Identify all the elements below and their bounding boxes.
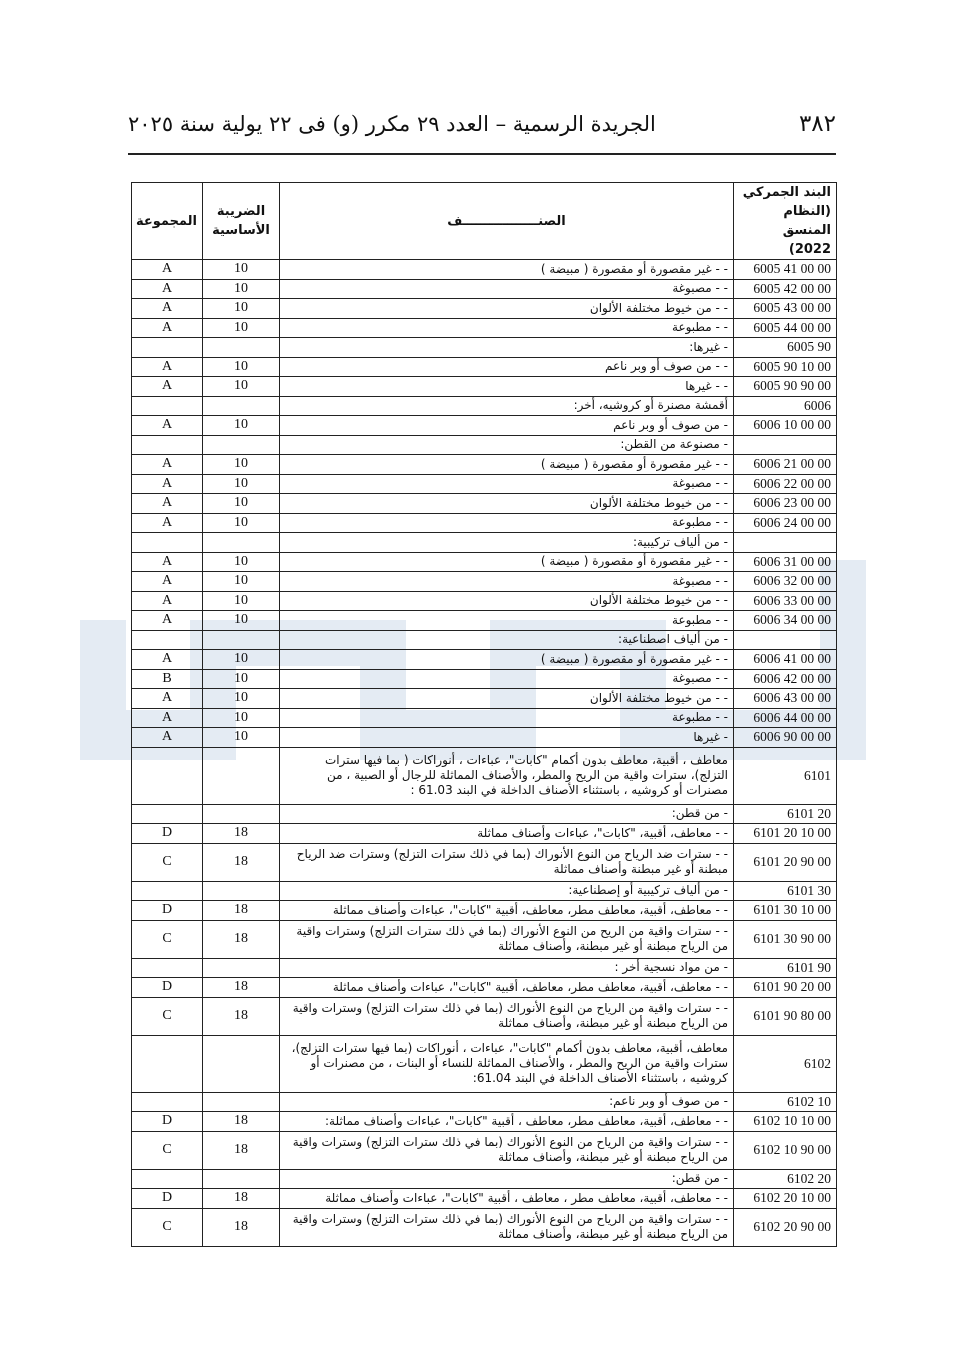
table-row xyxy=(132,1035,837,1092)
col-header-code: البند الجمركي (النظام المنسق 2022) xyxy=(734,183,837,260)
tariff-code: 6006 22 00 00 xyxy=(734,474,837,494)
group-code: A xyxy=(132,455,203,475)
base-rate: 10 xyxy=(203,552,280,572)
base-rate xyxy=(203,1092,280,1112)
item-description: - - غير مقصورة أو مقصورة ( مبيضة ) xyxy=(280,455,734,475)
base-rate: 18 xyxy=(203,901,280,921)
base-rate: 10 xyxy=(203,416,280,436)
group-code xyxy=(132,533,203,553)
item-description: - - مطبوعة xyxy=(280,318,734,338)
base-rate: 10 xyxy=(203,591,280,611)
table-row xyxy=(132,357,837,377)
tariff-code: 6101 90 20 00 xyxy=(734,978,837,998)
base-rate: 10 xyxy=(203,318,280,338)
item-description: - - معاطف، أقبية، معاطف مطر، معاطف، أقبية "كابات"، عباءات وأصناف مماثلة xyxy=(280,901,734,921)
item-description: أقمشة مصنرة أو كروشيه، أخر: xyxy=(280,396,734,416)
group-code: A xyxy=(132,260,203,280)
item-description: - - مطبوعة xyxy=(280,708,734,728)
group-code: A xyxy=(132,318,203,338)
group-code: A xyxy=(132,552,203,572)
base-rate: 10 xyxy=(203,572,280,592)
item-description: - - من خيوط مختلفة الألوان xyxy=(280,591,734,611)
table-row xyxy=(132,630,837,650)
table-row xyxy=(132,669,837,689)
table-row xyxy=(132,901,837,921)
table-row xyxy=(132,1092,837,1112)
table-row xyxy=(132,416,837,436)
group-code xyxy=(132,958,203,978)
base-rate: 18 xyxy=(203,1112,280,1132)
item-description: - - مصبوغة xyxy=(280,572,734,592)
item-description: - غيرها xyxy=(280,728,734,748)
group-code: A xyxy=(132,708,203,728)
tariff-code: 6005 90 xyxy=(734,338,837,358)
table-row xyxy=(132,435,837,455)
table-body xyxy=(132,260,837,1247)
base-rate: 18 xyxy=(203,1189,280,1209)
tariff-code: 6101 xyxy=(734,747,837,804)
item-description: - من مواد نسجية أخر : xyxy=(280,958,734,978)
base-rate xyxy=(203,747,280,804)
base-rate: 10 xyxy=(203,513,280,533)
group-code: A xyxy=(132,572,203,592)
item-description: - - من خيوط مختلفة الألوان xyxy=(280,494,734,514)
base-rate: 10 xyxy=(203,279,280,299)
tariff-code: 6101 90 80 00 xyxy=(734,997,837,1035)
group-code xyxy=(132,747,203,804)
tariff-code: 6102 20 90 00 xyxy=(734,1208,837,1246)
base-rate: 10 xyxy=(203,611,280,631)
base-rate: 10 xyxy=(203,357,280,377)
group-code: A xyxy=(132,650,203,670)
table-row xyxy=(132,377,837,397)
base-rate: 10 xyxy=(203,689,280,709)
table-row xyxy=(132,1112,837,1132)
table-row xyxy=(132,689,837,709)
base-rate xyxy=(203,435,280,455)
group-code: A xyxy=(132,377,203,397)
tariff-code: 6006 31 00 00 xyxy=(734,552,837,572)
item-description: - - سترات واقية من الرياح من النوع الأنوراك (بما في ذلك سترات التزلج) وسترات واقية من الرياح مبطنة أو غير مبطنة، وأصناف مماثلة xyxy=(280,1131,734,1169)
table-row xyxy=(132,728,837,748)
tariff-code: 6006 10 00 00 xyxy=(734,416,837,436)
table-row xyxy=(132,494,837,514)
tariff-code xyxy=(734,630,837,650)
item-description: - - مطبوعة xyxy=(280,611,734,631)
tariff-code: 6102 10 xyxy=(734,1092,837,1112)
item-description: - - غيرها xyxy=(280,377,734,397)
item-description: - من ألياف تركيبية أو إصطناعية: xyxy=(280,881,734,901)
item-description: - - مصبوغة xyxy=(280,474,734,494)
table-row xyxy=(132,1169,837,1189)
item-description: - من صوف أو وبر ناعم: xyxy=(280,1092,734,1112)
base-rate xyxy=(203,881,280,901)
item-description: - - من خيوط مختلفة الألوان xyxy=(280,689,734,709)
tariff-code xyxy=(734,435,837,455)
tariff-code: 6006 32 00 00 xyxy=(734,572,837,592)
tariff-code: 6006 43 00 00 xyxy=(734,689,837,709)
table-row xyxy=(132,958,837,978)
item-description: - من ألياف اصطناعية: xyxy=(280,630,734,650)
table-row xyxy=(132,843,837,881)
group-code: D xyxy=(132,824,203,844)
tariff-code: 6101 30 xyxy=(734,881,837,901)
item-description: - من قطن: xyxy=(280,804,734,824)
group-code: A xyxy=(132,611,203,631)
tariff-code: 6006 33 00 00 xyxy=(734,591,837,611)
group-code: B xyxy=(132,669,203,689)
table-row xyxy=(132,455,837,475)
table-row xyxy=(132,279,837,299)
gazette-title: الجريدة الرسمية – العدد ٢٩ مكرر (و) فى ٢٢ يولية سنة ٢٠٢٥ xyxy=(128,112,656,136)
table-row xyxy=(132,552,837,572)
tariff-code: 6006 21 00 00 xyxy=(734,455,837,475)
base-rate: 10 xyxy=(203,299,280,319)
table-row xyxy=(132,997,837,1035)
base-rate: 10 xyxy=(203,708,280,728)
item-description: - - غير مقصورة أو مقصورة ( مبيضة ) xyxy=(280,260,734,280)
tariff-code: 6101 20 90 00 xyxy=(734,843,837,881)
table-row xyxy=(132,1131,837,1169)
item-description: - - من خيوط مختلفة الألوان xyxy=(280,299,734,319)
tariff-code: 6101 30 10 00 xyxy=(734,901,837,921)
base-rate: 18 xyxy=(203,920,280,958)
base-rate: 10 xyxy=(203,669,280,689)
page-number: ٣٨٢ xyxy=(798,111,836,137)
base-rate xyxy=(203,804,280,824)
base-rate: 10 xyxy=(203,260,280,280)
item-description: - من قطن: xyxy=(280,1169,734,1189)
col-header-description: الصنـــــــــــــــــف xyxy=(280,183,734,260)
base-rate: 18 xyxy=(203,824,280,844)
item-description: - - سترات ضد الرياح من النوع الأنوراك (بما في ذلك سترات التزلج) وسترات ضد الرياح مبطنة أو غير مبطنة وأصناف مماثلة xyxy=(280,843,734,881)
tariff-code: 6005 42 00 00 xyxy=(734,279,837,299)
tariff-code: 6005 43 00 00 xyxy=(734,299,837,319)
table-row xyxy=(132,396,837,416)
group-code: A xyxy=(132,513,203,533)
group-code: C xyxy=(132,843,203,881)
table-row xyxy=(132,1189,837,1209)
group-code: A xyxy=(132,279,203,299)
group-code: C xyxy=(132,920,203,958)
tariff-code: 6006 44 00 00 xyxy=(734,708,837,728)
tariff-code: 6101 20 10 00 xyxy=(734,824,837,844)
group-code xyxy=(132,804,203,824)
group-code xyxy=(132,630,203,650)
item-description: - من صوف أو وبر ناعم xyxy=(280,416,734,436)
group-code xyxy=(132,1169,203,1189)
table-row xyxy=(132,747,837,804)
table-row xyxy=(132,591,837,611)
group-code: D xyxy=(132,1189,203,1209)
tariff-code: 6102 20 10 00 xyxy=(734,1189,837,1209)
base-rate: 18 xyxy=(203,843,280,881)
base-rate xyxy=(203,1035,280,1092)
tariff-code: 6102 xyxy=(734,1035,837,1092)
item-description: معاطف، أقبية، معاطف بدون أكمام "كابات"، عباءات ، أنوراكات (بما فيها سترات التزلج)، سترات واقية من الريح والمطر ، والأصناف المماثلة للنساء أو البنات ، من مصنرات أو كروشيه ، باستثناء الأصناف الداخلة في البند 61.04: xyxy=(280,1035,734,1092)
tariff-code: 6101 20 xyxy=(734,804,837,824)
tariff-code: 6005 90 90 00 xyxy=(734,377,837,397)
tariff-code: 6006 90 00 00 xyxy=(734,728,837,748)
table-row xyxy=(132,650,837,670)
item-description: - - سترات واقية من الريح من النوع الأنوراك (بما في ذلك سترات التزلج) وسترات واقية من الرياح مبطنة أو غير مبطنة، وأصناف مماثلة xyxy=(280,920,734,958)
tariff-table xyxy=(131,182,837,1247)
base-rate: 10 xyxy=(203,494,280,514)
table-row xyxy=(132,474,837,494)
tariff-code: 6102 10 90 00 xyxy=(734,1131,837,1169)
group-code: A xyxy=(132,591,203,611)
base-rate: 10 xyxy=(203,474,280,494)
base-rate: 18 xyxy=(203,978,280,998)
table-row xyxy=(132,572,837,592)
base-rate: 10 xyxy=(203,377,280,397)
tariff-code: 6006 23 00 00 xyxy=(734,494,837,514)
item-description: - غيرها: xyxy=(280,338,734,358)
base-rate xyxy=(203,338,280,358)
tariff-code: 6102 20 xyxy=(734,1169,837,1189)
tariff-code: 6102 10 10 00 xyxy=(734,1112,837,1132)
tariff-code: 6101 30 90 00 xyxy=(734,920,837,958)
table-header-row xyxy=(132,183,837,260)
group-code: D xyxy=(132,1112,203,1132)
group-code xyxy=(132,435,203,455)
tariff-code: 6005 90 10 00 xyxy=(734,357,837,377)
col-header-group: المجموعة xyxy=(132,183,203,260)
tariff-code: 6006 41 00 00 xyxy=(734,650,837,670)
tariff-code: 6101 90 xyxy=(734,958,837,978)
group-code: D xyxy=(132,901,203,921)
table-row xyxy=(132,611,837,631)
item-description: - - غير مقصورة أو مقصورة ( مبيضة ) xyxy=(280,552,734,572)
item-description: - مصنوعة من القطن: xyxy=(280,435,734,455)
table-row xyxy=(132,920,837,958)
col-header-rate: الضريبة الأساسية xyxy=(203,183,280,260)
tariff-code: 6006 34 00 00 xyxy=(734,611,837,631)
item-description: - - مصبوغة xyxy=(280,279,734,299)
base-rate: 18 xyxy=(203,1208,280,1246)
item-description: - - مطبوعة xyxy=(280,513,734,533)
table-row xyxy=(132,708,837,728)
header-divider xyxy=(128,153,836,155)
tariff-code: 6005 41 00 00 xyxy=(734,260,837,280)
base-rate xyxy=(203,958,280,978)
group-code: A xyxy=(132,494,203,514)
group-code: A xyxy=(132,357,203,377)
item-description: - - معاطف، أقبية، معاطف مطر ، معاطف ، أقبية "كابات"، عباءات وأصناف مماثلة xyxy=(280,1189,734,1209)
group-code: A xyxy=(132,474,203,494)
page-header xyxy=(128,104,836,144)
group-code xyxy=(132,1092,203,1112)
base-rate xyxy=(203,1169,280,1189)
item-description: - - معاطف، أقبية، معاطف مطر، معاطف ، أقبية "كابات"، عباءات وأصناف مماثلة: xyxy=(280,1112,734,1132)
group-code: D xyxy=(132,978,203,998)
base-rate: 10 xyxy=(203,455,280,475)
tariff-code xyxy=(734,533,837,553)
table-row xyxy=(132,338,837,358)
table-row xyxy=(132,824,837,844)
table-row xyxy=(132,260,837,280)
group-code: A xyxy=(132,416,203,436)
group-code: A xyxy=(132,299,203,319)
group-code: C xyxy=(132,1131,203,1169)
item-description: - - سترات واقية من الرياح من النوع الأنوراك (بما في ذلك سترات التزلج) وسترات واقية من الرياح مبطنة أو غير مبطنة، وأصناف مماثلة xyxy=(280,1208,734,1246)
tariff-code: 6005 44 00 00 xyxy=(734,318,837,338)
group-code xyxy=(132,881,203,901)
group-code: C xyxy=(132,1208,203,1246)
item-description: معاطف ، أقبية، معاطف بدون أكمام "كابات"، عباءات ، أنوراكات ( بما فيها سترات التزلج)، سترات واقية من الريح والمطر، والأصناف المماثلة للرجال أو الصبية ، من مصنرات أو كروشيه ، باستثناء الأصناف الداخلة في البند 61.03 : xyxy=(280,747,734,804)
item-description: - من ألياف تركيبية: xyxy=(280,533,734,553)
base-rate xyxy=(203,630,280,650)
table-row xyxy=(132,513,837,533)
base-rate xyxy=(203,533,280,553)
item-description: - - معاطف، أقبية، "كابات"، عباءات وأصناف مماثلة xyxy=(280,824,734,844)
table-row xyxy=(132,1208,837,1246)
group-code: A xyxy=(132,728,203,748)
base-rate: 18 xyxy=(203,997,280,1035)
item-description: - - من صوف أو وبر ناعم xyxy=(280,357,734,377)
base-rate: 10 xyxy=(203,728,280,748)
item-description: - - معاطف، أقبية، معاطف مطر، معاطف، أقبية "كابات"، عباءات وأصناف مماثلة xyxy=(280,978,734,998)
tariff-code: 6006 xyxy=(734,396,837,416)
item-description: - - سترات واقية من الرياح من النوع الأنوراك (بما في ذلك سترات التزلج) وسترات واقية من الرياح مبطنة أو غير مبطنة، وأصناف مماثلة xyxy=(280,997,734,1035)
table-row xyxy=(132,978,837,998)
item-description: - - غير مقصورة أو مقصورة ( مبيضة ) xyxy=(280,650,734,670)
group-code: C xyxy=(132,997,203,1035)
table-row xyxy=(132,318,837,338)
tariff-code: 6006 42 00 00 xyxy=(734,669,837,689)
group-code: A xyxy=(132,689,203,709)
table-row xyxy=(132,881,837,901)
group-code xyxy=(132,396,203,416)
group-code xyxy=(132,1035,203,1092)
tariff-code: 6006 24 00 00 xyxy=(734,513,837,533)
table-row xyxy=(132,804,837,824)
table-row xyxy=(132,533,837,553)
base-rate xyxy=(203,396,280,416)
group-code xyxy=(132,338,203,358)
table-row xyxy=(132,299,837,319)
base-rate: 10 xyxy=(203,650,280,670)
item-description: - - مصبوغة xyxy=(280,669,734,689)
base-rate: 18 xyxy=(203,1131,280,1169)
